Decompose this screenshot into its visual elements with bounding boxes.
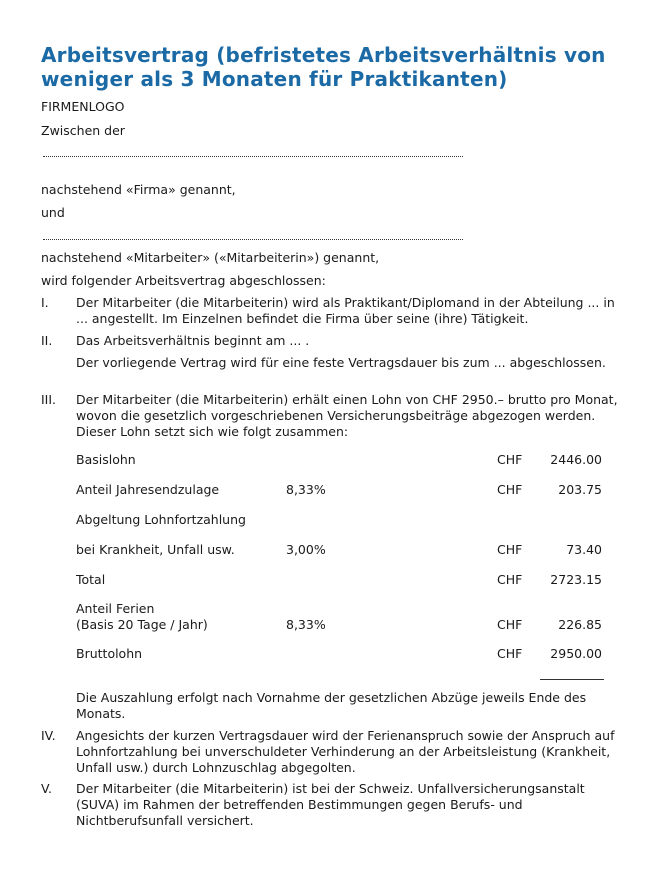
salary-row-currency: CHF <box>497 617 523 632</box>
salary-row-amount: 2446.00 <box>550 452 602 467</box>
salary-row-currency: CHF <box>497 646 523 661</box>
salary-row-label: Anteil Ferien <box>76 601 155 616</box>
payment-note: Die Auszahlung erfolgt nach Vornahme der gesetzlichen Abzüge jeweils Ende des Monats. <box>76 690 587 721</box>
section-2-number: II. <box>41 333 53 348</box>
salary-row-amount: 2723.15 <box>550 572 602 587</box>
section-4-number: IV. <box>41 728 56 743</box>
salary-row-amount: 73.40 <box>566 542 602 557</box>
salary-row-currency: CHF <box>497 572 523 587</box>
between-label: Zwischen der <box>41 123 125 138</box>
salary-row-percent: 3,00% <box>286 542 326 557</box>
salary-row-currency: CHF <box>497 482 523 497</box>
employee-named-text: nachstehend «Mitarbeiter» («Mitarbeiterin») genannt, <box>41 250 380 265</box>
section-3-text: Der Mitarbeiter (die Mitarbeiterin) erhält einen Lohn von CHF 2950.– brutto pro Monat, wovon die gesetzlich vorgeschriebenen Versicherungsbeiträge abgezogen werden. Dieser Lohn setzt sich wie folgt zusammen: <box>76 392 618 439</box>
section-2-text-2: Der vorliegende Vertrag wird für eine feste Vertragsdauer bis zum ... abgeschlossen. <box>76 355 606 370</box>
firmenlogo-placeholder: FIRMENLOGO <box>41 99 125 114</box>
section-2-text-1: Das Arbeitsverhältnis beginnt am ... . <box>76 333 310 348</box>
salary-row-amount: 226.85 <box>558 617 602 632</box>
salary-row-label: Basislohn <box>76 452 136 467</box>
section-4-text: Angesichts der kurzen Vertragsdauer wird der Ferienanspruch sowie der Anspruch auf Lohnfortzahlung bei unverschuldeter Verhinderung an der Arbeitsleistung (Krankheit, Unfall usw.) durch Lohnzuschlag abgegolten. <box>76 728 615 775</box>
firm-named-text: nachstehend «Firma» genannt, <box>41 182 236 197</box>
salary-row-label: bei Krankheit, Unfall usw. <box>76 542 235 557</box>
salary-row-percent: 8,33% <box>286 617 326 632</box>
salary-row-amount: 203.75 <box>558 482 602 497</box>
sum-rule <box>540 679 604 680</box>
section-5-number: V. <box>41 781 52 796</box>
section-5-text: Der Mitarbeiter (die Mitarbeiterin) ist bei der Schweiz. Unfallversicherungsanstalt (SUVA) im Rahmen der betreffenden Bestimmungen gegen Berufs- und Nichtberufsunfall versichert. <box>76 781 585 828</box>
salary-row-currency: CHF <box>497 542 523 557</box>
salary-row-label: Anteil Jahresendzulage <box>76 482 220 497</box>
salary-row-label: Total <box>76 572 106 587</box>
section-1-number: I. <box>41 295 49 310</box>
firm-dotted-line <box>43 156 463 157</box>
salary-row-label: Abgeltung Lohnfortzahlung <box>76 512 246 527</box>
document-title: Arbeitsvertrag (befristetes Arbeitsverhältnis von weniger als 3 Monaten für Praktikanten) <box>41 43 606 91</box>
salary-row-label: Bruttolohn <box>76 646 143 661</box>
salary-row-currency: CHF <box>497 452 523 467</box>
employee-dotted-line <box>43 239 463 240</box>
section-1-text: Der Mitarbeiter (die Mitarbeiterin) wird als Praktikant/Diplomand in der Abteilung ... in ... angestellt. Im Einzelnen befindet die Firma über seine (ihre) Tätigkeit. <box>76 295 615 326</box>
salary-row-percent: 8,33% <box>286 482 326 497</box>
salary-row-sublabel: (Basis 20 Tage / Jahr) <box>76 617 208 632</box>
and-label: und <box>41 205 65 220</box>
section-3-number: III. <box>41 392 57 407</box>
contract-intro: wird folgender Arbeitsvertrag abgeschlossen: <box>41 273 326 288</box>
salary-row-amount: 2950.00 <box>550 646 602 661</box>
